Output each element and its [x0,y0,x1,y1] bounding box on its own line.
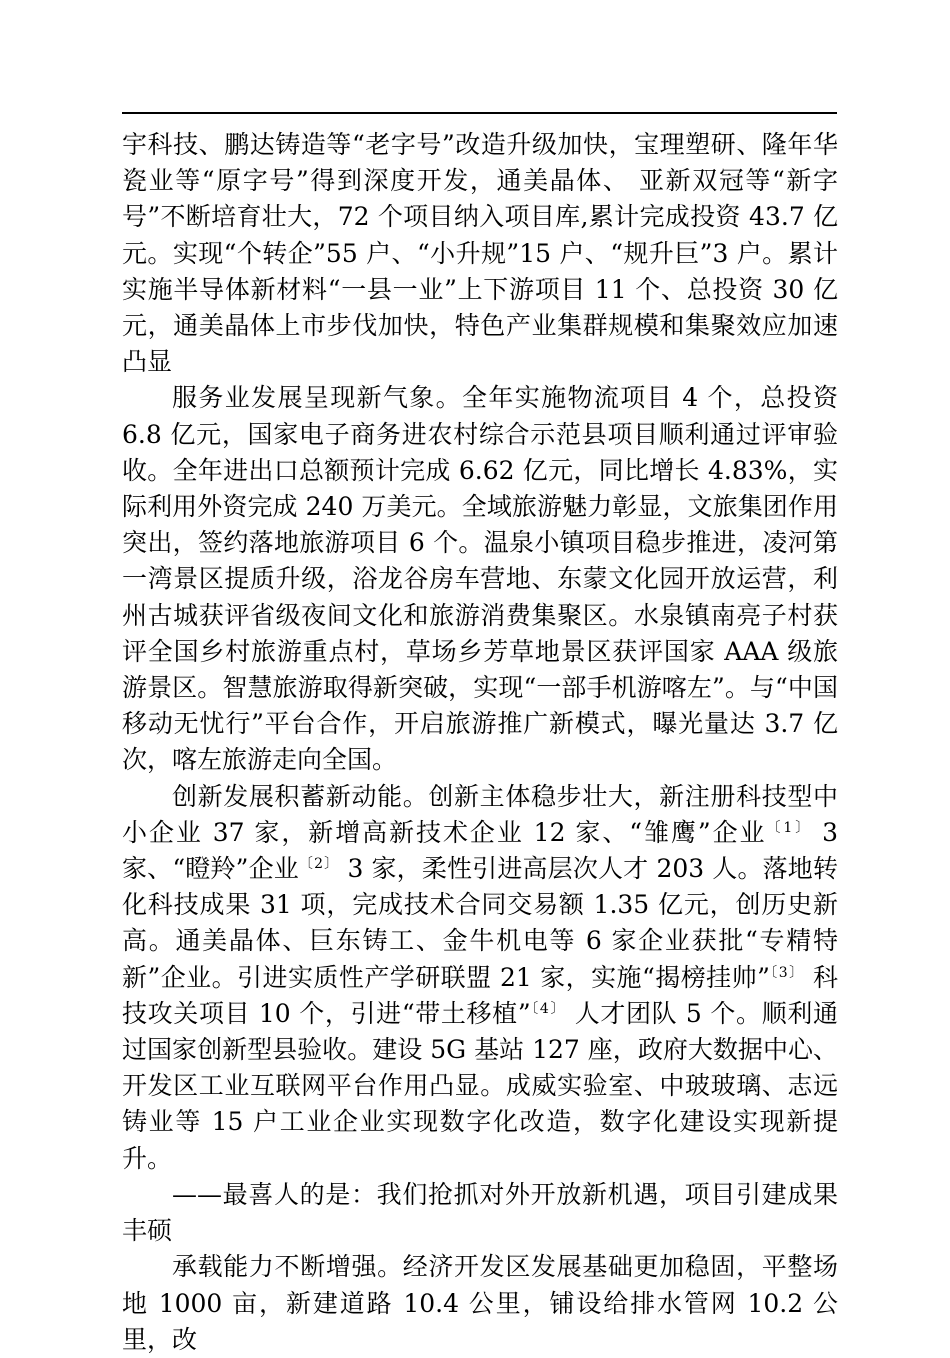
paragraph-text: 3 家，柔性引进高层次人才 203 人。落地转化科技成果 31 项，完成技术合同交易额 1.35 亿元，创历史新高。通美晶体、巨东铸工、金牛机电等 6 家企业获批“专精特新”企业。引进实质性产学研联盟 21 家，实施“揭榜挂帅” [122,854,838,992]
footnote-ref-4: 〔4〕 [530,1000,567,1017]
header-rule [122,112,837,114]
section-heading-opening-up [122,1177,838,1249]
paragraph-service-industry [122,380,838,778]
paragraph-industry-upgrade [122,127,838,380]
paragraph-text: 宇科技、鹏达铸造等“老字号”改造升级加快，宝理塑研、隆年华瓷业等“原字号”得到深度开发，通美晶体、 亚新双冠等“新字号”不断培育壮大，72 个项目纳入项目库,累计完成投资 43.7 亿元。实现“个转企”55 户、“小升规”15 户、“规升巨”3 户。累计实施半导体新材料“一县一业”上下游项目 11 个、总投资 30 亿元，通美晶体上市步伐加快，特色产业集群规模和集聚效应加速凸显 [122,130,838,377]
paragraph-capacity [122,1249,838,1358]
heading-text: ——最喜人的是：我们抢抓对外开放新机遇，项目引建成果丰硕 [122,1179,838,1246]
footnote-ref-2: 〔2〕 [298,856,340,873]
paragraph-text: 承载能力不断增强。经济开发区发展基础更加稳固，平整场地 1000 亩，新建道路 10.4 公里，铺设给排水管网 10.2 公里，改 [122,1252,838,1354]
document-body [122,127,838,1358]
paragraph-text: 科技攻关项目 10 个，引进“带土移植” [122,962,838,1028]
paragraph-text: 人才团队 5 个。顺利通过国家创新型县验收。建设 5G 基站 127 座，政府大数据中心、开发区工业互联网平台作用凸显。成威实验室、中玻玻璃、志远铸业等 15 户工业企业实现数字化改造，数字化建设实现新提升。 [122,998,838,1173]
footnote-ref-1: 〔1〕 [766,819,813,836]
paragraph-innovation [122,779,838,1177]
paragraph-text: 3 家、“瞪羚”企业 [122,817,838,884]
paragraph-text: 创新发展积蓄新动能。创新主体稳步壮大，新注册科技型中小企业 37 家，新增高新技术企业 12 家、“雏鹰”企业 [122,781,838,847]
footnote-ref-3: 〔3〕 [769,964,805,981]
paragraph-text: 服务业发展呈现新气象。全年实施物流项目 4 个，总投资 6.8 亿元，国家电子商务进农村综合示范县项目顺利通过评审验收。全年进出口总额预计完成 6.62 亿元，同比增长 4.83%，实际利用外资完成 240 万美元。全域旅游魅力彰显，文旅集团作用突出，签约落地旅游项目 6 个。温泉小镇项目稳步推进，凌河第一湾景区提质升级，浴龙谷房车营地、东蒙文化园开放运营，利州古城获评省级夜间文化和旅游消费集聚区。水泉镇南亮子村获评全国乡村旅游重点村，草场乡芳草地景区获评国家 AAA 级旅游景区。智慧旅游取得新突破，实现“一部手机游喀左”。与“中国移动无忧行”平台合作，开启旅游推广新模式，曝光量达 3.7 亿次，喀左旅游走向全国。 [122,383,838,775]
